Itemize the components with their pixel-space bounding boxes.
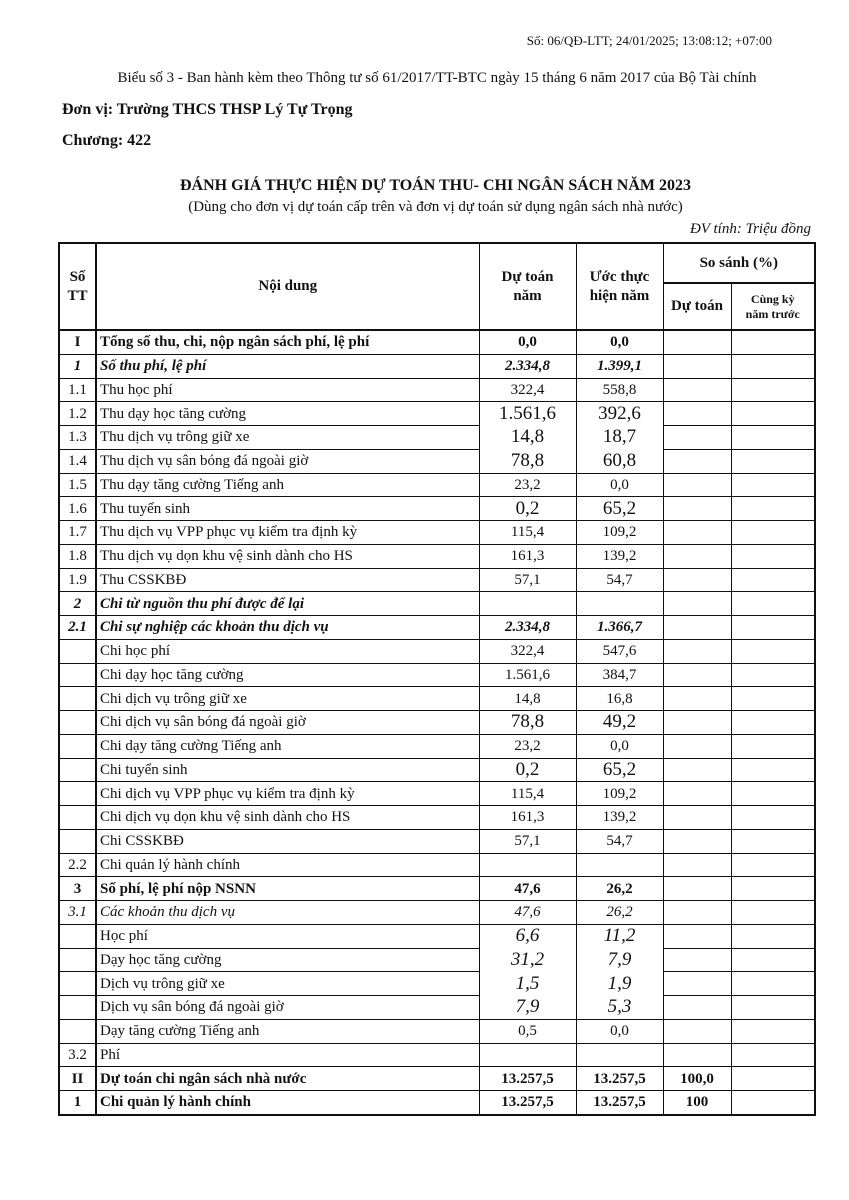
row-content: Thu dạy học tăng cường: [96, 402, 479, 426]
row-compare-prev: [731, 663, 815, 687]
row-actual: 65,2: [576, 497, 663, 521]
row-estimate: 23,2: [479, 734, 576, 758]
row-content: Học phí: [96, 924, 479, 948]
row-stt: 3.2: [59, 1043, 96, 1067]
header-compare-estimate: Dự toán: [663, 283, 731, 330]
row-content: Số thu phí, lệ phí: [96, 354, 479, 378]
row-compare-prev: [731, 1043, 815, 1067]
row-compare-estimate: [663, 687, 731, 711]
row-stt: 1.4: [59, 449, 96, 473]
row-compare-prev: [731, 1091, 815, 1115]
row-compare-estimate: [663, 948, 731, 972]
row-stt: 2.2: [59, 853, 96, 877]
row-actual: 0,0: [576, 1019, 663, 1043]
header-compare: So sánh (%): [663, 243, 815, 283]
row-content: Chi CSSKBĐ: [96, 829, 479, 853]
row-compare-estimate: [663, 663, 731, 687]
row-compare-prev: [731, 330, 815, 354]
row-estimate: 14,8: [479, 687, 576, 711]
header-actual-line1: Ước thực: [589, 268, 650, 285]
header-compare-prev-line2: năm trước: [745, 306, 800, 321]
row-estimate: 0,2: [479, 497, 576, 521]
header-compare-prev-line1: Cùng kỳ: [750, 291, 795, 306]
table-row: [59, 829, 815, 853]
row-content: Chi dịch vụ VPP phục vụ kiểm tra định kỳ: [96, 782, 479, 806]
row-content: Chi quản lý hành chính: [96, 853, 479, 877]
row-compare-prev: [731, 426, 815, 450]
table-row: [59, 544, 815, 568]
row-compare-estimate: [663, 544, 731, 568]
row-estimate: 322,4: [479, 378, 576, 402]
document-reference: Số: 06/QĐ-LTT; 24/01/2025; 13:08:12; +07:00: [526, 33, 772, 48]
row-stt: [59, 711, 96, 735]
row-estimate: 13.257,5: [479, 1091, 576, 1115]
table-row: [59, 758, 815, 782]
row-content: Thu học phí: [96, 378, 479, 402]
row-actual: [576, 592, 663, 616]
row-compare-prev: [731, 711, 815, 735]
report-title: ĐÁNH GIÁ THỰC HIỆN DỰ TOÁN THU- CHI NGÂN SÁCH NĂM 2023: [180, 177, 691, 194]
header-estimate: [479, 243, 576, 330]
row-compare-prev: [731, 806, 815, 830]
row-content: Chi dạy tăng cường Tiếng anh: [96, 734, 479, 758]
table-row: [59, 734, 815, 758]
row-stt: 1.9: [59, 568, 96, 592]
row-compare-prev: [731, 1067, 815, 1091]
row-actual: 109,2: [576, 782, 663, 806]
table-row: [59, 354, 815, 378]
row-estimate: 2.334,8: [479, 354, 576, 378]
row-compare-estimate: [663, 901, 731, 925]
row-estimate: 322,4: [479, 639, 576, 663]
row-stt: [59, 758, 96, 782]
table-row: [59, 853, 815, 877]
table-row: [59, 639, 815, 663]
row-actual: 547,6: [576, 639, 663, 663]
row-stt: [59, 663, 96, 687]
table-row: [59, 687, 815, 711]
row-estimate: 115,4: [479, 521, 576, 545]
table-body: [59, 330, 815, 1115]
row-compare-prev: [731, 782, 815, 806]
row-actual: 384,7: [576, 663, 663, 687]
row-compare-prev: [731, 592, 815, 616]
row-estimate: 31,2: [479, 948, 576, 972]
row-actual: 109,2: [576, 521, 663, 545]
row-compare-estimate: [663, 378, 731, 402]
row-stt: [59, 948, 96, 972]
row-estimate: 6,6: [479, 924, 576, 948]
row-content: Thu dịch vụ sân bóng đá ngoài giờ: [96, 449, 479, 473]
row-compare-estimate: [663, 402, 731, 426]
row-compare-estimate: [663, 426, 731, 450]
table-row: [59, 473, 815, 497]
row-estimate: 1,5: [479, 972, 576, 996]
row-compare-prev: [731, 972, 815, 996]
row-actual: 16,8: [576, 687, 663, 711]
row-compare-estimate: [663, 877, 731, 901]
row-stt: 1.1: [59, 378, 96, 402]
row-actual: [576, 853, 663, 877]
currency-unit: ĐV tính: Triệu đồng: [690, 221, 811, 237]
row-compare-estimate: [663, 806, 731, 830]
row-compare-prev: [731, 639, 815, 663]
row-compare-estimate: [663, 473, 731, 497]
row-estimate: 1.561,6: [479, 663, 576, 687]
row-compare-estimate: [663, 521, 731, 545]
row-estimate: [479, 1043, 576, 1067]
row-estimate: 78,8: [479, 449, 576, 473]
table-row: [59, 616, 815, 640]
row-estimate: 0,0: [479, 330, 576, 354]
row-compare-prev: [731, 616, 815, 640]
row-compare-prev: [731, 924, 815, 948]
row-compare-estimate: [663, 711, 731, 735]
row-stt: [59, 806, 96, 830]
row-compare-estimate: 100,0: [663, 1067, 731, 1091]
row-compare-prev: [731, 1019, 815, 1043]
table-row: [59, 806, 815, 830]
organization-unit: Đơn vị: Trường THCS THSP Lý Tự Trọng: [62, 101, 353, 118]
row-actual: 392,6: [576, 402, 663, 426]
row-compare-prev: [731, 402, 815, 426]
row-estimate: 0,5: [479, 1019, 576, 1043]
table-row: [59, 497, 815, 521]
row-actual: 139,2: [576, 806, 663, 830]
table-row: [59, 1019, 815, 1043]
row-compare-prev: [731, 473, 815, 497]
row-compare-prev: [731, 734, 815, 758]
row-stt: [59, 1019, 96, 1043]
row-stt: 1.8: [59, 544, 96, 568]
row-estimate: 0,2: [479, 758, 576, 782]
table-row: [59, 449, 815, 473]
row-compare-estimate: [663, 592, 731, 616]
table-row: [59, 568, 815, 592]
row-stt: 2: [59, 592, 96, 616]
row-estimate: 57,1: [479, 568, 576, 592]
row-content: Phí: [96, 1043, 479, 1067]
row-actual: 54,7: [576, 568, 663, 592]
row-compare-estimate: [663, 996, 731, 1020]
row-content: Thu dạy tăng cường Tiếng anh: [96, 473, 479, 497]
report-subtitle: (Dùng cho đơn vị dự toán cấp trên và đơn vị dự toán sử dụng ngân sách nhà nước): [188, 199, 683, 215]
table-row: [59, 426, 815, 450]
row-stt: [59, 829, 96, 853]
row-content: Chi dạy học tăng cường: [96, 663, 479, 687]
row-stt: 3: [59, 877, 96, 901]
row-content: Thu dịch vụ trông giữ xe: [96, 426, 479, 450]
row-content: Thu CSSKBĐ: [96, 568, 479, 592]
row-compare-prev: [731, 853, 815, 877]
header-estimate-line1: Dự toán: [501, 268, 554, 285]
row-actual: 0,0: [576, 473, 663, 497]
row-stt: 1.5: [59, 473, 96, 497]
row-stt: 3.1: [59, 901, 96, 925]
row-compare-prev: [731, 378, 815, 402]
row-actual: 26,2: [576, 901, 663, 925]
table-row: [59, 1043, 815, 1067]
row-content: Tổng số thu, chi, nộp ngân sách phí, lệ phí: [96, 330, 479, 354]
budget-table: [58, 242, 816, 1116]
row-compare-estimate: 100: [663, 1091, 731, 1115]
row-compare-prev: [731, 521, 815, 545]
row-compare-estimate: [663, 449, 731, 473]
table-row: [59, 948, 815, 972]
row-estimate: 161,3: [479, 806, 576, 830]
row-content: Chi sự nghiệp các khoản thu dịch vụ: [96, 616, 479, 640]
table-row: [59, 996, 815, 1020]
row-estimate: 115,4: [479, 782, 576, 806]
table-row: [59, 972, 815, 996]
row-actual: 49,2: [576, 711, 663, 735]
row-content: Dạy tăng cường Tiếng anh: [96, 1019, 479, 1043]
header-stt-line1: Số: [69, 268, 86, 285]
table-row: [59, 378, 815, 402]
row-content: Thu tuyển sinh: [96, 497, 479, 521]
row-compare-prev: [731, 568, 815, 592]
row-compare-prev: [731, 544, 815, 568]
row-stt: II: [59, 1067, 96, 1091]
row-content: Dịch vụ sân bóng đá ngoài giờ: [96, 996, 479, 1020]
row-compare-estimate: [663, 782, 731, 806]
row-content: Chi dịch vụ dọn khu vệ sinh dành cho HS: [96, 806, 479, 830]
row-compare-estimate: [663, 330, 731, 354]
row-content: Dạy học tăng cường: [96, 948, 479, 972]
table-row: [59, 1091, 815, 1115]
row-estimate: 1.561,6: [479, 402, 576, 426]
row-stt: 2.1: [59, 616, 96, 640]
row-estimate: 14,8: [479, 426, 576, 450]
row-compare-estimate: [663, 497, 731, 521]
row-actual: 5,3: [576, 996, 663, 1020]
table-row: [59, 877, 815, 901]
form-reference: Biểu số 3 - Ban hành kèm theo Thông tư số 61/2017/TT-BTC ngày 15 tháng 6 năm 2017 của Bộ Tài chính: [117, 70, 757, 86]
row-stt: 1.2: [59, 402, 96, 426]
header-estimate-line2: năm: [513, 287, 542, 304]
row-compare-prev: [731, 687, 815, 711]
header-actual-line2: hiện năm: [589, 287, 650, 304]
row-compare-prev: [731, 877, 815, 901]
row-stt: [59, 972, 96, 996]
row-actual: 1.366,7: [576, 616, 663, 640]
row-estimate: 57,1: [479, 829, 576, 853]
row-content: Số phí, lệ phí nộp NSNN: [96, 877, 479, 901]
header-stt: [59, 243, 96, 330]
row-estimate: 47,6: [479, 901, 576, 925]
table-row: [59, 901, 815, 925]
row-compare-prev: [731, 901, 815, 925]
header-compare-prev: [731, 283, 815, 330]
table-row: [59, 592, 815, 616]
row-content: Chi quản lý hành chính: [96, 1091, 479, 1115]
chapter-code: Chương: 422: [62, 132, 152, 149]
row-stt: [59, 687, 96, 711]
row-compare-estimate: [663, 734, 731, 758]
table-row: [59, 663, 815, 687]
row-compare-estimate: [663, 853, 731, 877]
row-actual: 26,2: [576, 877, 663, 901]
table-row: [59, 330, 815, 354]
row-content: Thu dịch vụ VPP phục vụ kiểm tra định kỳ: [96, 521, 479, 545]
row-stt: 1: [59, 354, 96, 378]
row-estimate: 2.334,8: [479, 616, 576, 640]
row-compare-prev: [731, 354, 815, 378]
row-content: Chi tuyển sinh: [96, 758, 479, 782]
row-estimate: 161,3: [479, 544, 576, 568]
table-row: [59, 402, 815, 426]
row-actual: 0,0: [576, 330, 663, 354]
row-stt: I: [59, 330, 96, 354]
row-content: Chi dịch vụ trông giữ xe: [96, 687, 479, 711]
row-stt: [59, 996, 96, 1020]
row-compare-estimate: [663, 829, 731, 853]
row-actual: 60,8: [576, 449, 663, 473]
row-stt: 1.6: [59, 497, 96, 521]
table-row: [59, 924, 815, 948]
row-compare-estimate: [663, 354, 731, 378]
row-estimate: 7,9: [479, 996, 576, 1020]
header-actual: [576, 243, 663, 330]
row-content: Chi học phí: [96, 639, 479, 663]
row-actual: 7,9: [576, 948, 663, 972]
row-actual: 65,2: [576, 758, 663, 782]
row-actual: 18,7: [576, 426, 663, 450]
table-row: [59, 782, 815, 806]
row-stt: 1: [59, 1091, 96, 1115]
row-compare-estimate: [663, 758, 731, 782]
row-content: Chi dịch vụ sân bóng đá ngoài giờ: [96, 711, 479, 735]
row-stt: [59, 782, 96, 806]
row-actual: 139,2: [576, 544, 663, 568]
row-compare-estimate: [663, 639, 731, 663]
row-estimate: 78,8: [479, 711, 576, 735]
header-content: Nội dung: [96, 243, 479, 330]
row-compare-estimate: [663, 1043, 731, 1067]
row-stt: [59, 924, 96, 948]
table-row: [59, 711, 815, 735]
row-content: Các khoản thu dịch vụ: [96, 901, 479, 925]
row-compare-prev: [731, 829, 815, 853]
row-compare-prev: [731, 996, 815, 1020]
row-actual: 13.257,5: [576, 1091, 663, 1115]
row-stt: [59, 734, 96, 758]
row-content: Dịch vụ trông giữ xe: [96, 972, 479, 996]
row-stt: 1.7: [59, 521, 96, 545]
row-actual: [576, 1043, 663, 1067]
row-compare-prev: [731, 497, 815, 521]
table-row: [59, 521, 815, 545]
table-row: [59, 1067, 815, 1091]
row-estimate: 13.257,5: [479, 1067, 576, 1091]
row-actual: 11,2: [576, 924, 663, 948]
row-estimate: 23,2: [479, 473, 576, 497]
row-stt: [59, 639, 96, 663]
row-compare-prev: [731, 758, 815, 782]
row-compare-prev: [731, 948, 815, 972]
row-content: Thu dịch vụ dọn khu vệ sinh dành cho HS: [96, 544, 479, 568]
row-compare-estimate: [663, 972, 731, 996]
row-actual: 0,0: [576, 734, 663, 758]
header-stt-line2: TT: [67, 287, 88, 304]
row-content: Dự toán chi ngân sách nhà nước: [96, 1067, 479, 1091]
row-compare-estimate: [663, 924, 731, 948]
row-compare-prev: [731, 449, 815, 473]
row-content: Chi từ nguồn thu phí được để lại: [96, 592, 479, 616]
row-compare-estimate: [663, 568, 731, 592]
row-actual: 1,9: [576, 972, 663, 996]
row-estimate: [479, 592, 576, 616]
row-actual: 558,8: [576, 378, 663, 402]
row-estimate: [479, 853, 576, 877]
row-actual: 54,7: [576, 829, 663, 853]
row-compare-estimate: [663, 616, 731, 640]
row-estimate: 47,6: [479, 877, 576, 901]
row-actual: 13.257,5: [576, 1067, 663, 1091]
row-compare-estimate: [663, 1019, 731, 1043]
row-stt: 1.3: [59, 426, 96, 450]
row-actual: 1.399,1: [576, 354, 663, 378]
